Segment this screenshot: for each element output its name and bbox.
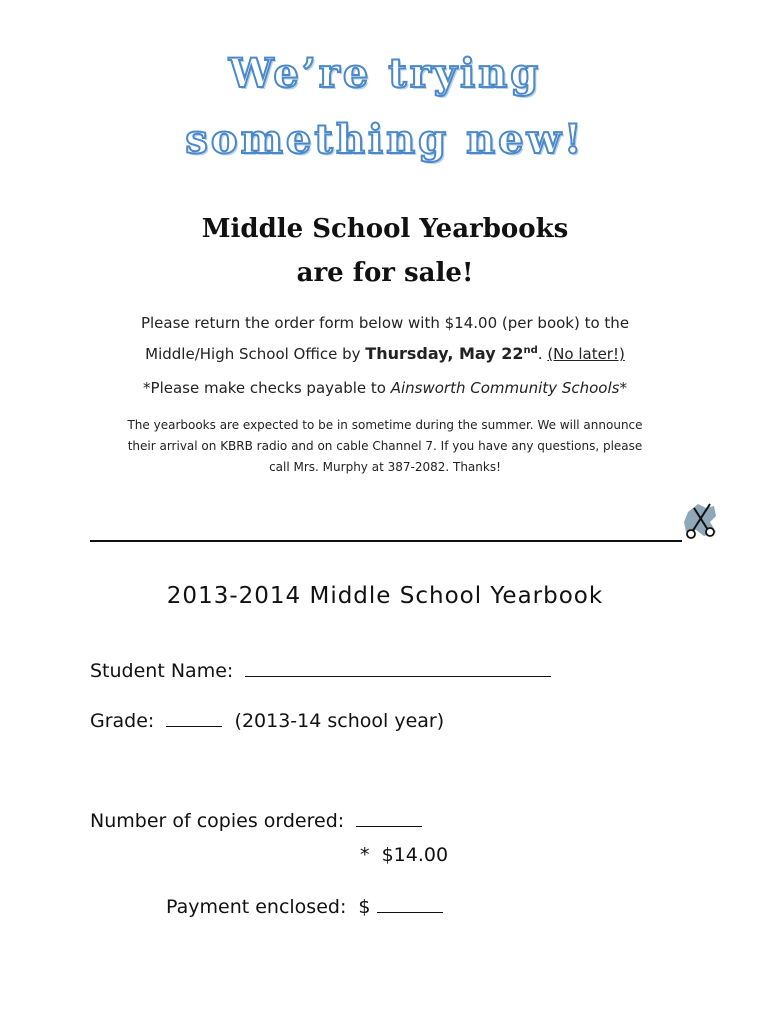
banner-line-1: We’re trying (228, 50, 542, 97)
banner-line-2: something new! (185, 116, 585, 163)
deadline-period: . (537, 345, 548, 363)
checks-suffix: * (619, 379, 627, 397)
form-title: 2013-2014 Middle School Yearbook (166, 583, 604, 609)
copies-label: Number of copies ordered: (90, 810, 345, 832)
checks-payable-line (60, 374, 710, 402)
scissors-icon (680, 498, 720, 540)
checks-prefix: *Please make checks payable to (143, 379, 391, 397)
headline-line-1: Middle School Yearbooks (201, 214, 569, 244)
grade-label: Grade: (90, 710, 155, 732)
instructions-line-1: Please return the order form below with $14.00 (per book) to the (140, 314, 630, 332)
instructions-office-text: Middle/High School Office by (145, 345, 366, 363)
notice-line-2: their arrival on KBRB radio and on cable Channel 7. If you have any questions, please (127, 439, 643, 453)
deadline-superscript: nd (523, 345, 538, 356)
copies-field[interactable] (356, 808, 422, 827)
payment-label: Payment enclosed: $ (166, 896, 371, 918)
headline-line-2: are for sale! (296, 258, 474, 288)
no-later-text: (No later!) (547, 345, 625, 363)
grade-note: (2013-14 school year) (234, 710, 445, 732)
cut-line-divider (90, 540, 682, 542)
payee-name: Ainsworth Community Schools (390, 379, 620, 397)
grade-field[interactable] (166, 708, 222, 727)
payment-field[interactable] (377, 894, 443, 913)
arrival-notice (80, 415, 690, 478)
copies-row (90, 808, 422, 832)
notice-line-3: call Mrs. Murphy at 387-2082. Thanks! (269, 460, 501, 474)
student-name-label: Student Name: (90, 660, 234, 682)
grade-row (90, 708, 444, 732)
deadline-text: Thursday, May 22 (365, 344, 524, 363)
instructions-paragraph (60, 309, 710, 368)
student-name-field[interactable] (245, 658, 551, 677)
price-line: * $14.00 (360, 844, 449, 866)
payment-row (166, 894, 443, 918)
instructions-line-2 (60, 337, 710, 368)
student-name-row (90, 658, 551, 682)
notice-line-1: The yearbooks are expected to be in sometime during the summer. We will announce (127, 418, 643, 432)
